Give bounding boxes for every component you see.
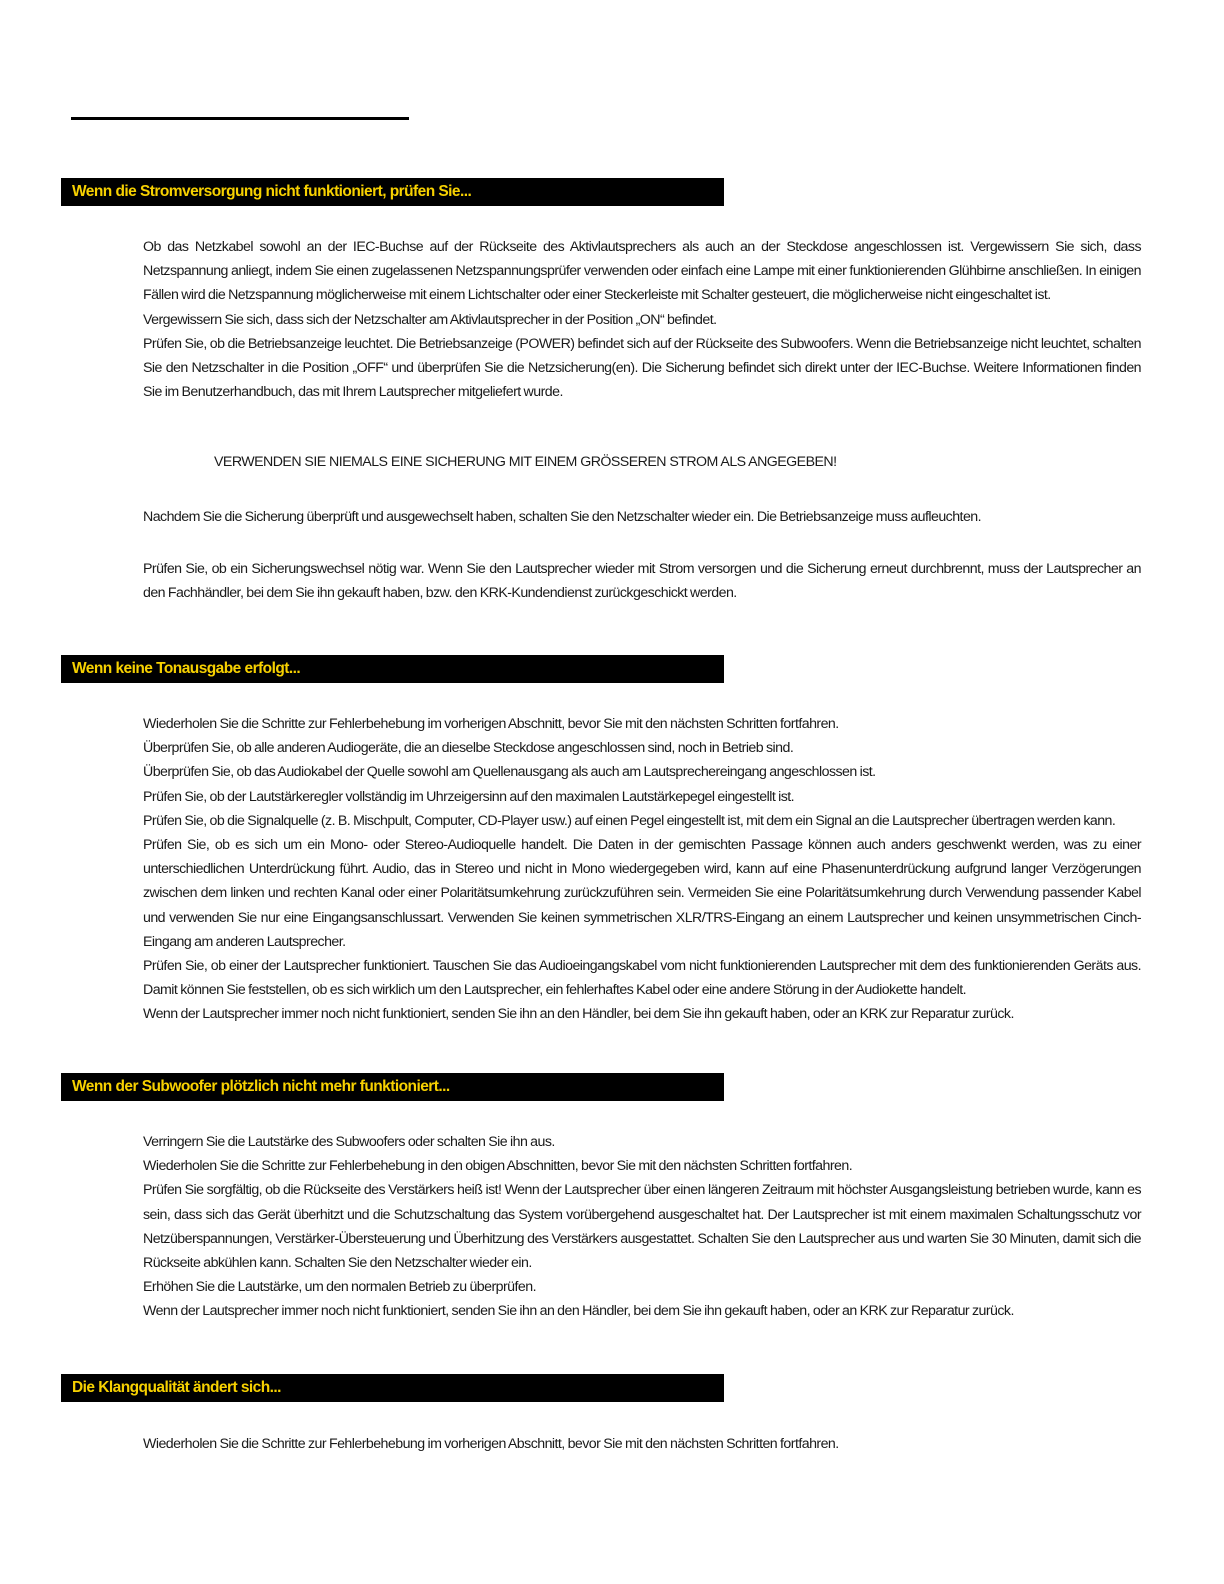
section-header-subwoofer-failure [61,1073,724,1101]
paragraph-subwoofer-5: Wenn der Lautsprecher immer noch nicht funktioniert, senden Sie ihn an den Händler, bei dem Sie ihn gekauft haben, oder an KRK zur Reparatur zurück. [143,1303,1014,1320]
section-title-no-sound: Wenn keine Tonausgabe erfolgt... [72,660,301,677]
paragraph-power-indicator: Prüfen Sie, ob die Betriebsanzeige leuchtet. Die Betriebsanzeige (POWER) befindet sich auf der Rückseite des Subwoofers. Wenn die Betriebsanzeige nicht leuchtet, schalten Sie den Netzschalter in die Position „OFF“ und überprüfen Sie die Netzsicherung(en). Die Sicherung befindet sich direkt unter der IEC-Buchse. Weitere Informationen finden Sie im Benutzerhandbuch, das mit Ihrem Lautsprecher mitgeliefert wurde. [143,335,1141,401]
paragraph-no-sound-5: Prüfen Sie, ob die Signalquelle (z. B. Mischpult, Computer, CD-Player usw.) auf einen Pegel eingestellt ist, mit dem ein Signal an die Lautsprecher übertragen werden kann. [143,812,1116,829]
paragraph-sound-quality-1: Wiederholen Sie die Schritte zur Fehlerbehebung im vorherigen Abschnitt, bevor Sie mit den nächsten Schritten fortfahren. [143,1436,839,1452]
fuse-warning: VERWENDEN SIE NIEMALS EINE SICHERUNG MIT EINEM GRÖSSEREN STROM ALS ANGEGEBEN! [214,454,837,470]
paragraph-no-sound-7: Prüfen Sie, ob einer der Lautsprecher funktioniert. Tauschen Sie das Audioeingangskabel vom nicht funktionierenden Lautsprecher mit dem des funktionierenden Geräts aus. Damit können Sie feststellen, ob es sich wirklich um den Lautsprecher, ein fehlerhaftes Kabel oder eine andere Störung in der Audiokette handelt. [143,958,1141,999]
section-header-sound-quality [61,1374,724,1402]
top-horizontal-rule [71,117,409,120]
paragraph-no-sound-6: Prüfen Sie, ob es sich um ein Mono- oder Stereo-Audioquelle handelt. Die Daten in der gemischten Passage können auch anders geschwenkt werden, was zu einer unterschiedlichen Unterdrückung führt. Audio, das in Stereo und nicht in Mono wiedergegeben wird, kann auf eine Phasenunterdrückung aufgrund langer Verzögerungen zwischen dem linken und rechten Kanal oder einer Polaritätsumkehrung zurückzuführen sein. Vermeiden Sie eine Polaritätsumkehrung durch Verwendung passender Kabel und verwenden Sie nur eine Eingangsanschlussart. Verwenden Sie keinen symmetrischen XLR/TRS-Eingang an einem Lautsprecher und keinen unsymmetrischen Cinch-Eingang am anderen Lautsprecher. [143,837,1141,950]
paragraph-subwoofer-3: Prüfen Sie sorgfältig, ob die Rückseite des Verstärkers heiß ist! Wenn der Lautsprecher über einen längeren Zeitraum mit höchster Ausgangsleistung betrieben wurde, kann es sein, dass sich das Gerät überhitzt und die Schutzschaltung das System vorübergehend ausgeschaltet hat. Der Lautsprecher ist mit einem maximalen Schaltungsschutz vor Netzüberspannungen, Verstärker-Übersteuerung und Überhitzung des Verstärkers ausgestattet. Schalten Sie den Lautsprecher aus und warten Sie 30 Minuten, damit sich die Rückseite abkühlen kann. Schalten Sie den Netzschalter wieder ein. [143,1182,1141,1272]
paragraph-no-sound-8: Wenn der Lautsprecher immer noch nicht funktioniert, senden Sie ihn an den Händler, bei dem Sie ihn gekauft haben, oder an KRK zur Reparatur zurück. [143,1006,1014,1023]
paragraph-no-sound-1: Wiederholen Sie die Schritte zur Fehlerbehebung im vorherigen Abschnitt, bevor Sie mit den nächsten Schritten fortfahren. [143,716,839,732]
no-sound-checks-block [143,712,1141,1027]
paragraph-after-fuse [143,505,1141,529]
paragraph-after-fuse-text: Nachdem Sie die Sicherung überprüft und ausgewechselt haben, schalten Sie den Netzschalter wieder ein. Die Betriebsanzeige muss aufleuchten. [143,509,982,525]
paragraph-fuse-check [143,557,1141,605]
paragraph-subwoofer-2: Wiederholen Sie die Schritte zur Fehlerbehebung in den obigen Abschnitten, bevor Sie mit den nächsten Schritten fortfahren. [143,1158,853,1175]
paragraph-subwoofer-1: Verringern Sie die Lautstärke des Subwoofers oder schalten Sie ihn aus. [143,1134,555,1150]
section-header-no-sound [61,655,724,683]
section-header-power [61,178,724,206]
paragraph-no-sound-3: Überprüfen Sie, ob das Audiokabel der Quelle sowohl am Quellenausgang als auch am Lautsprechereingang angeschlossen ist. [143,764,876,781]
paragraph-no-sound-4: Prüfen Sie, ob der Lautstärkeregler vollständig im Uhrzeigersinn auf den maximalen Lautstärkepegel eingestellt ist. [143,788,795,805]
section-title-sound-quality: Die Klangqualität ändert sich... [72,1379,281,1396]
sound-quality-checks-block [143,1432,1141,1456]
paragraph-subwoofer-4: Erhöhen Sie die Lautstärke, um den normalen Betrieb zu überprüfen. [143,1279,536,1296]
power-checks-block [143,235,1141,404]
section-title-power: Wenn die Stromversorgung nicht funktioniert, prüfen Sie... [72,183,472,200]
subwoofer-checks-block [143,1130,1141,1324]
paragraph-fuse-check-text: Prüfen Sie, ob ein Sicherungswechsel nötig war. Wenn Sie den Lautsprecher wieder mit Strom versorgen und die Sicherung erneut durchbrennt, muss der Lautsprecher an den Fachhändler, bei dem Sie ihn gekauft haben, bzw. den KRK-Kundendienst zurückgeschickt werden. [143,561,1141,602]
section-title-subwoofer-failure: Wenn der Subwoofer plötzlich nicht mehr funktioniert... [72,1078,450,1095]
paragraph-power-cable: Ob das Netzkabel sowohl an der IEC-Buchse auf der Rückseite des Aktivlautsprechers als auch an der Steckdose angeschlossen ist. Vergewissern Sie sich, dass Netzspannung anliegt, indem Sie einen zugelassenen Netzspannungsprüfer verwenden oder einfach eine Lampe mit einer funktionierenden Glühbirne anschließen. In einigen Fällen wird die Netzspannung möglicherweise mit einem Lichtschalter oder einer Steckerleiste mit Schalter gesteuert, die möglicherweise nicht eingeschaltet ist. [143,239,1141,304]
paragraph-power-switch: Vergewissern Sie sich, dass sich der Netzschalter am Aktivlautsprecher in der Position „ON“ befindet. [143,311,717,328]
paragraph-no-sound-2: Überprüfen Sie, ob alle anderen Audiogeräte, die an dieselbe Steckdose angeschlossen sind, noch in Betrieb sind. [143,740,794,757]
